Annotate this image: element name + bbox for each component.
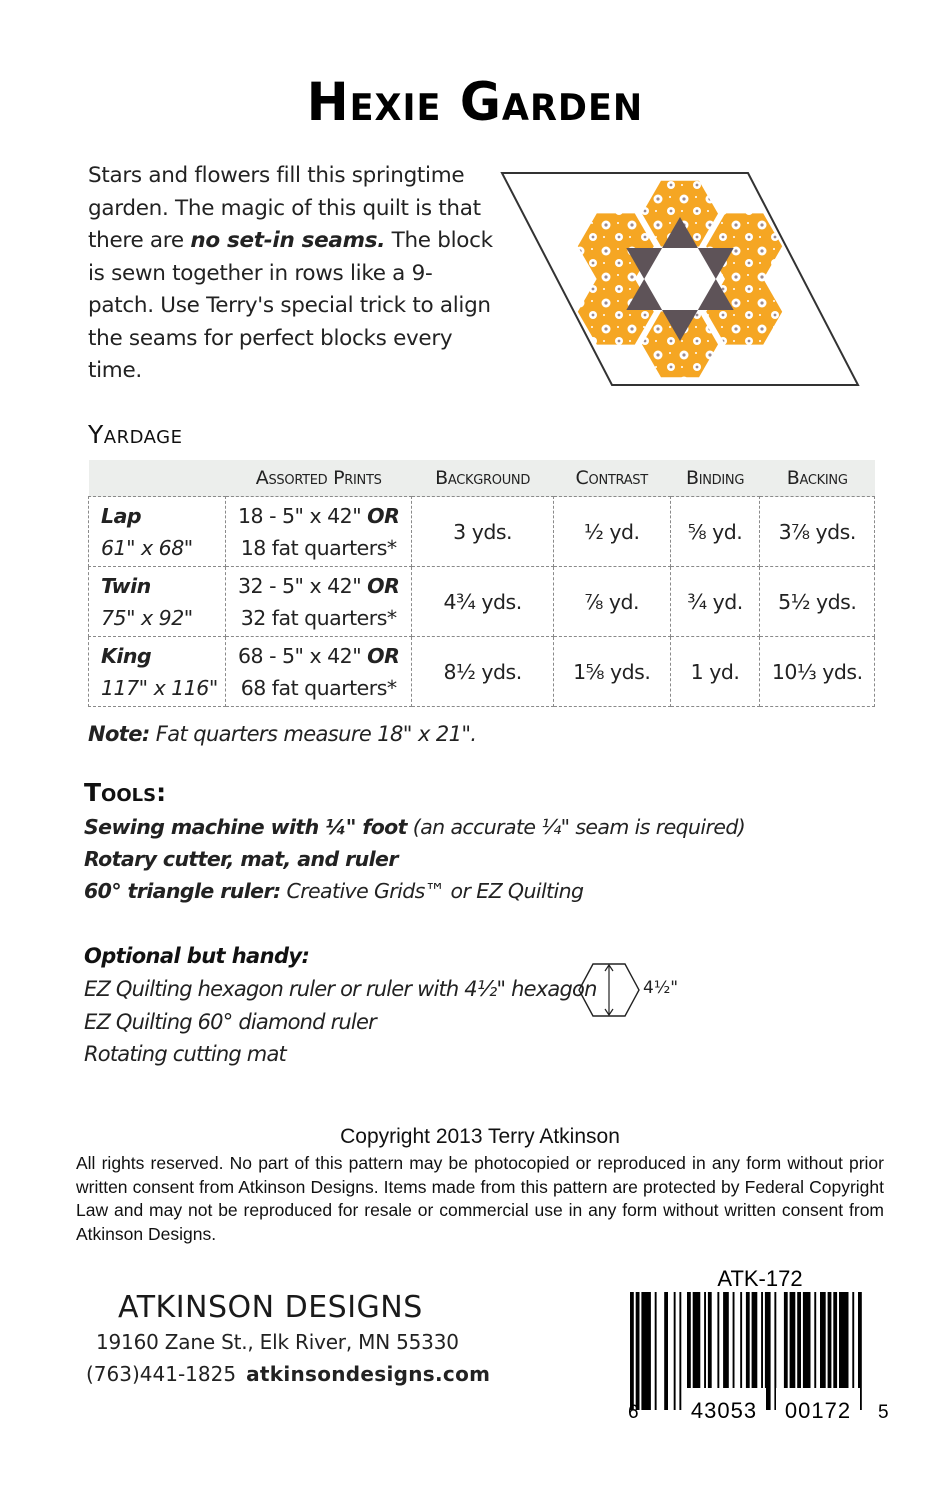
prints-fat-quarters: 32 fat quarters* [240, 605, 397, 630]
fat-quarter-note [88, 722, 477, 746]
tool-item [84, 847, 398, 871]
background-cell: 4¾ yds. [412, 567, 553, 637]
intro-text-after: The block is sewn together in rows like a 9-patch. Use Terry's special trick to align the seams for perfect blocks every time. [88, 228, 493, 383]
column-header-size [89, 460, 226, 497]
tool-item-bold: Rotary cutter, mat, and ruler [84, 847, 398, 871]
table-row [89, 637, 875, 707]
barcode-bar [641, 1292, 651, 1410]
barcode-bar [636, 1292, 640, 1410]
size-name: King [101, 643, 152, 668]
column-header-assorted-prints: Assorted Prints [225, 460, 411, 497]
barcode-digits-left: 43053 [690, 1398, 758, 1422]
contrast-cell: 1⁵⁄₈ yds. [553, 637, 670, 707]
prints-or: OR [367, 573, 400, 598]
tool-item [84, 815, 745, 839]
tool-item-rest: Creative Grids™ or EZ Quilting [280, 879, 584, 903]
table-row [89, 497, 875, 567]
tool-item-rest: (an accurate ¼" seam is required) [406, 815, 746, 839]
size-dimensions: 75" x 92" [101, 605, 193, 630]
barcode-digits-right: 00172 [784, 1398, 852, 1422]
prints-fat-quarters: 18 fat quarters* [240, 535, 397, 560]
barcode [620, 1292, 900, 1422]
prints-fat-quarters: 68 fat quarters* [240, 675, 397, 700]
yardage-heading: Yardage [88, 420, 183, 449]
size-dimensions: 61" x 68" [101, 535, 193, 560]
column-header-backing: Backing [760, 460, 875, 497]
size-cell [89, 497, 226, 567]
optional-tool-item: EZ Quilting hexagon ruler or ruler with 4½" hexagon [84, 977, 597, 1001]
quilt-block-illustration [494, 165, 864, 390]
note-text: Fat quarters measure 18" x 21". [149, 722, 477, 746]
prints-or: OR [367, 643, 400, 668]
backing-cell: 5½ yds. [760, 567, 875, 637]
hexagon-measure-icon [578, 962, 640, 1018]
binding-cell: ¾ yd. [670, 567, 760, 637]
intro-paragraph [88, 160, 498, 388]
barcode-bar [664, 1292, 668, 1410]
copyright-title: Copyright 2013 Terry Atkinson [340, 1125, 620, 1148]
hexagon-size-label: 4½" [643, 978, 679, 998]
barcode-bar [674, 1292, 676, 1410]
contrast-cell: ⁷⁄₈ yd. [553, 567, 670, 637]
tools-heading: Tools: [84, 778, 167, 807]
prints-strips: 18 - 5" x 42" [237, 503, 362, 528]
binding-cell: 1 yd. [670, 637, 760, 707]
column-header-background: Background [412, 460, 553, 497]
size-name: Lap [101, 503, 142, 528]
column-header-binding: Binding [670, 460, 760, 497]
background-cell: 3 yds. [412, 497, 553, 567]
barcode-bar [655, 1292, 657, 1410]
backing-cell: 10⅓ yds. [760, 637, 875, 707]
prints-strips: 32 - 5" x 42" [237, 573, 362, 598]
size-cell [89, 637, 226, 707]
barcode-digit-last: 5 [878, 1402, 889, 1422]
tool-item [84, 879, 583, 903]
table-row [89, 567, 875, 637]
intro-text-before: Stars and flowers fill this springtime garden. The magic of this quilt is that there are [88, 163, 481, 253]
table-header-row [89, 460, 875, 497]
prints-cell [225, 567, 411, 637]
company-contact [86, 1362, 490, 1386]
note-label: Note: [88, 722, 150, 746]
barcode-bar [630, 1292, 634, 1410]
contrast-cell: ½ yd. [553, 497, 670, 567]
barcode-bar [679, 1292, 681, 1410]
page-title: Hexie Garden [306, 71, 644, 133]
company-phone: (763)441-1825 [86, 1362, 237, 1386]
tool-item-bold: Sewing machine with ¼" foot [84, 815, 407, 839]
yardage-table [88, 460, 875, 707]
barcode-digit-first: 6 [628, 1402, 639, 1422]
size-dimensions: 117" x 116" [101, 675, 218, 700]
copyright-body: All rights reserved. No part of this pattern may be photocopied or reproduced in any form without prior written consent from Atkinson Designs. Items made from this pattern are protected by Federal Copyright Law and may not be reproduced for resale or commercial use in any form without written consent from Atkinson Designs. [76, 1153, 884, 1244]
optional-tool-item: EZ Quilting 60° diamond ruler [84, 1010, 376, 1034]
column-header-contrast: Contrast [553, 460, 670, 497]
prints-cell [225, 637, 411, 707]
product-code: ATK-172 [717, 1266, 803, 1291]
prints-strips: 68 - 5" x 42" [237, 643, 362, 668]
optional-tools-heading: Optional but handy: [84, 944, 310, 968]
backing-cell: 3⁷⁄₈ yds. [760, 497, 875, 567]
prints-or: OR [367, 503, 400, 528]
company-website[interactable]: atkinsondesigns.com [246, 1362, 491, 1386]
prints-cell [225, 497, 411, 567]
company-name: ATKINSON DESIGNS [118, 1290, 423, 1325]
intro-emphasis: no set-in seams. [190, 228, 386, 253]
company-address: 19160 Zane St., Elk River, MN 55330 [96, 1330, 459, 1354]
background-cell: 8½ yds. [412, 637, 553, 707]
size-cell [89, 567, 226, 637]
binding-cell: ⁵⁄₈ yd. [670, 497, 760, 567]
optional-tool-item: Rotating cutting mat [84, 1042, 286, 1066]
tool-item-bold: 60° triangle ruler: [84, 879, 281, 903]
size-name: Twin [101, 573, 151, 598]
